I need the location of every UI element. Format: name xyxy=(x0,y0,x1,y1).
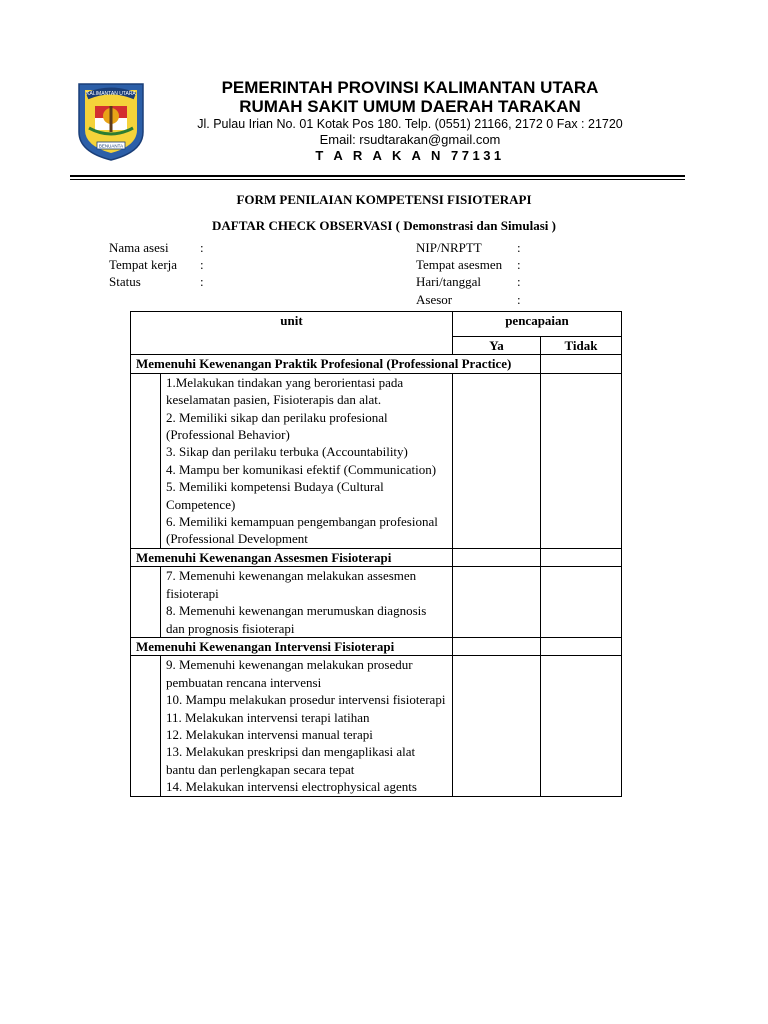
ya-checkbox-cell[interactable] xyxy=(453,548,541,566)
competency-items-cell xyxy=(161,567,453,638)
competency-item: 12. Melakukan intervensi manual terapi xyxy=(166,726,373,742)
pencapaian-header: pencapaian xyxy=(453,312,622,337)
field-colon: : xyxy=(200,274,204,289)
section-title: Memenuhi Kewenangan Assesmen Fisioterapi xyxy=(131,548,453,566)
tidak-header: Tidak xyxy=(541,337,622,355)
ya-checkbox-cell[interactable] xyxy=(453,567,541,638)
letterhead-rule xyxy=(70,175,685,177)
letterhead-email: Email: rsudtarakan@gmail.com xyxy=(319,132,501,147)
ya-checkbox-cell[interactable] xyxy=(453,373,541,548)
tidak-checkbox-cell[interactable] xyxy=(541,373,622,548)
competency-item: 1.Melakukan tindakan yang berorientasi pada keselamatan pasien, Fisioterapis dan alat. xyxy=(166,374,404,408)
letterhead-government: PEMERINTAH PROVINSI KALIMANTAN UTARA xyxy=(221,78,599,97)
competency-item: 13. Melakukan preskripsi dan mengaplikasi alat bantu dan perlengkapan secara tepat xyxy=(166,744,416,777)
field-nip-label: NIP/NRPTT xyxy=(416,240,482,255)
ya-checkbox-cell[interactable] xyxy=(453,637,541,655)
form-title: FORM PENILAIAN KOMPETENSI FISIOTERAPI xyxy=(236,192,532,207)
tidak-checkbox-cell[interactable] xyxy=(541,637,622,655)
field-colon: : xyxy=(517,240,521,255)
ya-checkbox-cell[interactable] xyxy=(453,656,541,796)
kalimantan-utara-emblem xyxy=(75,80,147,162)
competency-item: 3. Sikap dan perilaku terbuka (Accountability) xyxy=(166,444,408,460)
field-colon: : xyxy=(200,257,204,272)
field-tempat-asesmen-label: Tempat asesmen xyxy=(416,257,503,272)
field-nama-asesi-label: Nama asesi xyxy=(109,240,169,255)
competency-item: 10. Mampu melakukan prosedur intervensi fisioterapi xyxy=(166,692,446,708)
field-colon: : xyxy=(517,257,521,272)
tidak-checkbox-cell[interactable] xyxy=(541,548,622,566)
section-title: Memenuhi Kewenangan Praktik Profesional (Professional Practice) xyxy=(131,355,541,373)
field-asesor-label: Asesor xyxy=(416,292,453,307)
field-colon: : xyxy=(200,240,204,255)
unit-header: unit xyxy=(131,312,453,355)
letterhead-city: T A R A K A N 77131 xyxy=(315,148,505,163)
letterhead-address: Jl. Pulau Irian No. 01 Kotak Pos 180. Telp. (0551) 21166, 2172 0 Fax : 21720 xyxy=(197,117,623,131)
competency-item: 14. Melakukan intervensi electrophysical agents xyxy=(166,779,417,795)
competency-item: 2. Memiliki sikap dan perilaku profesional (Professional Behavior) xyxy=(166,409,388,443)
section-title: Memenuhi Kewenangan Intervensi Fisioterapi xyxy=(131,637,453,655)
indent-cell xyxy=(131,373,161,548)
tidak-checkbox-cell[interactable] xyxy=(541,355,622,373)
field-status-label: Status xyxy=(109,274,141,289)
field-colon: : xyxy=(517,292,521,307)
tidak-checkbox-cell[interactable] xyxy=(541,656,622,796)
indent-cell xyxy=(131,567,161,638)
competency-item: 6. Memiliki kemampuan pengembangan profesional (Professional Development xyxy=(166,514,438,547)
letterhead-hospital: RUMAH SAKIT UMUM DAERAH TARAKAN xyxy=(239,97,581,116)
field-hari-tanggal-label: Hari/tanggal xyxy=(416,274,481,289)
form-subtitle: DAFTAR CHECK OBSERVASI ( Demonstrasi dan Simulasi ) xyxy=(212,218,556,233)
logo-banner-text: KALIMANTAN UTARA xyxy=(86,91,136,97)
competency-item: 9. Memenuhi kewenangan melakukan prosedur pembuatan rencana intervensi xyxy=(166,657,413,690)
tidak-checkbox-cell[interactable] xyxy=(541,567,622,638)
letterhead xyxy=(160,78,660,164)
competency-item: 5. Memiliki kompetensi Budaya (Cultural Competence) xyxy=(166,479,384,512)
competency-items-cell xyxy=(161,656,453,796)
competency-items-cell xyxy=(161,373,453,548)
field-tempat-kerja-label: Tempat kerja xyxy=(109,257,178,272)
letterhead-rule-thin xyxy=(70,179,685,180)
competency-item: 8. Memenuhi kewenangan merumuskan diagnosis dan prognosis fisioterapi xyxy=(166,603,427,636)
competency-item: 4. Mampu ber komunikasi efektif (Communication) xyxy=(166,461,437,477)
ya-header: Ya xyxy=(453,337,541,355)
competency-item: 11. Melakukan intervensi terapi latihan xyxy=(166,709,370,725)
field-colon: : xyxy=(517,274,521,289)
indent-cell xyxy=(131,656,161,796)
logo-ribbon-text: BENUANTA xyxy=(98,143,124,149)
competency-item: 7. Memenuhi kewenangan melakukan assesmen fisioterapi xyxy=(166,568,417,601)
observation-checklist-table xyxy=(130,311,622,797)
